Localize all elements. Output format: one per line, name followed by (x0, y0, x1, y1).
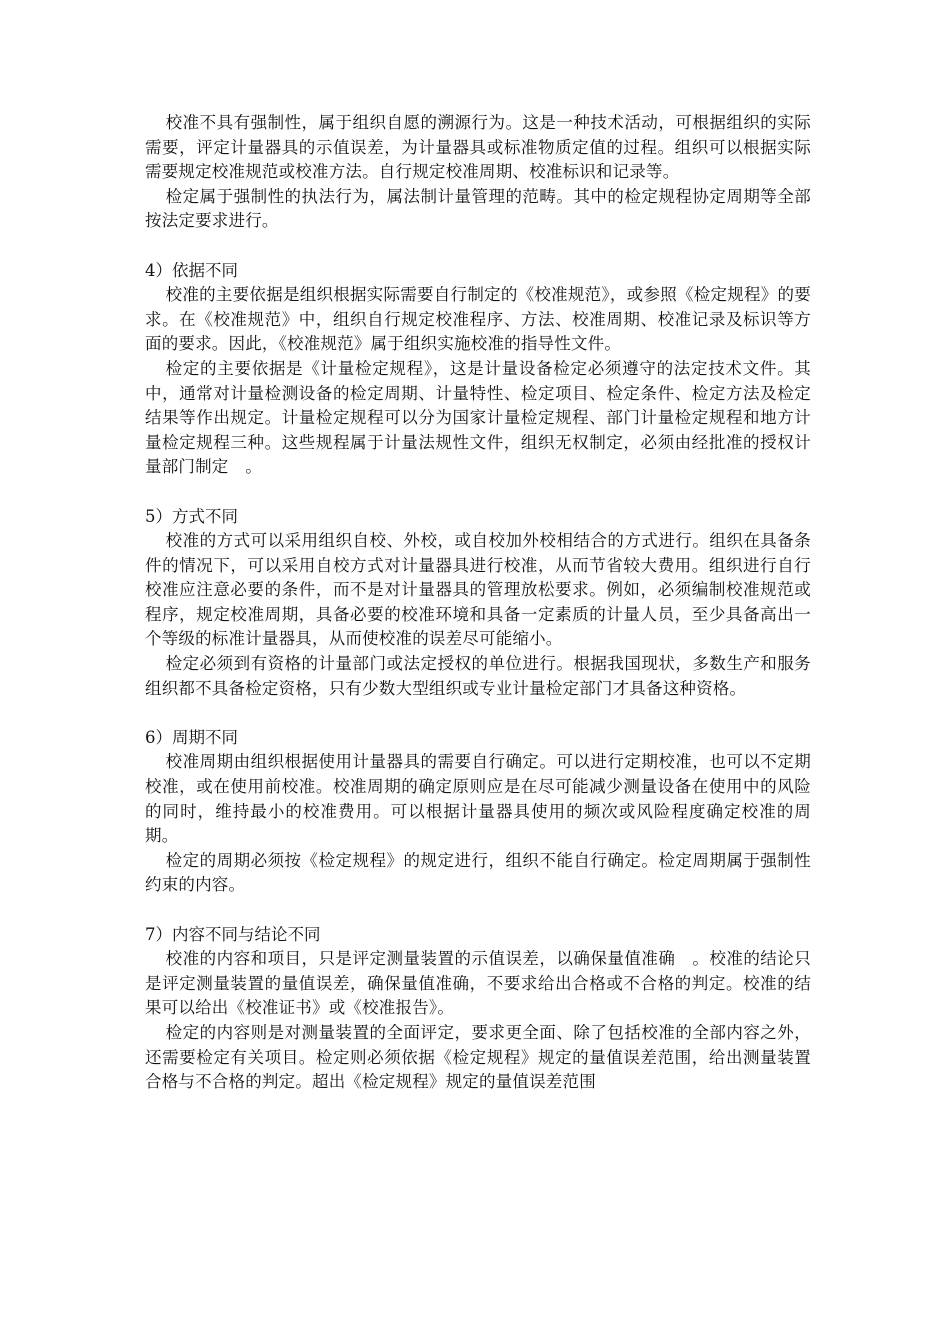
section-heading-content: 7）内容不同与结论不同 (145, 924, 321, 944)
paragraph-calibration-voluntary: 校准不具有强制性，属于组织自愿的溯源行为。这是一种技术活动，可根据组织的实际需要，评定计量器具的示值误差，为计量器具或标准物质定值的过程。组织可以根据实际需要规定校准规范或校准方法。自行规定校准周期、校准标识和记录等。 (145, 113, 811, 182)
paragraph-verification-basis: 检定的主要依据是《计量检定规程》，这是计量设备检定必须遵守的法定技术文件。其中，通常对计量检测设备的检定周期、计量特性、检定项目、检定条件、检定方法及检定结果等作出规定。计量检定规程可以分为国家计量检定规程、部门计量检定规程和地方计量检定规程三种。这些规程属于计量法规性文件，组织无权制定，必须由经批准的授权计量部门制定 。 (145, 358, 811, 477)
paragraph-calibration-method: 校准的方式可以采用组织自校、外校，或自校加外校相结合的方式进行。组织在具备条件的情况下，可以采用自校方式对计量器具进行校准，从而节省较大费用。组织进行自行校准应注意必要的条件，而不是对计量器具的管理放松要求。例如，必须编制校准规范或程序，规定校准周期，具备必要的校准环境和具备一定素质的计量人员，至少具备高出一个等级的标准计量器具，从而使校准的误差尽可能缩小。 (145, 531, 811, 649)
paragraph-verification-method: 检定必须到有资格的计量部门或法定授权的单位进行。根据我国现状，多数生产和服务组织都不具备检定资格，只有少数大型组织或专业计量检定部门才具备这种资格。 (145, 654, 811, 698)
paragraph-gap (145, 480, 811, 505)
paragraph-calibration-content: 校准的内容和项目，只是评定测量装置的示值误差，以确保量值准确 。校准的结论只是评定测量装置的量值误差，确保量值准确，不要求给出合格或不合格的判定。校准的结果可以给出《校准证书》或《校准报告》。 (145, 949, 811, 1018)
section-heading-period: 6）周期不同 (145, 727, 238, 747)
paragraph-calibration-period: 校准周期由组织根据使用计量器具的需要自行确定。可以进行定期校准，也可以不定期校准，或在使用前校准。校准周期的确定原则应是在尽可能减少测量设备在使用中的风险的同时，维持最小的校准费用。可以根据计量器具使用的频次或风险程度确定校准的周期。 (145, 752, 811, 846)
paragraph-verification-content: 检定的内容则是对测量装置的全面评定，要求更全面、除了包括校准的全部内容之外，还需要检定有关项目。检定则必须依据《检定规程》规定的量值误差范围，给出测量装置合格与不合格的判定。超出《检定规程》规定的量值误差范围 (145, 1022, 811, 1092)
section-heading-method: 5）方式不同 (145, 506, 238, 526)
paragraph-verification-mandatory: 检定属于强制性的执法行为，属法制计量管理的范畴。其中的检定规程协定周期等全部按法定要求进行。 (145, 186, 811, 231)
paragraph-gap (145, 701, 811, 726)
section-heading-basis: 4）依据不同 (145, 260, 238, 280)
paragraph-gap (145, 234, 811, 259)
paragraph-calibration-basis: 校准的主要依据是组织根据实际需要自行制定的《校准规范》，或参照《检定规程》的要求。在《校准规范》中，组织自行规定校准程序、方法、校准周期、校准记录及标识等方面的要求。因此，《校准规范》属于组织实施校准的指导性文件。 (145, 285, 811, 354)
paragraph-gap (145, 898, 811, 923)
paragraph-verification-period: 检定的周期必须按《检定规程》的规定进行，组织不能自行确定。检定周期属于强制性约束的内容。 (145, 850, 811, 895)
document-body (145, 111, 811, 1095)
